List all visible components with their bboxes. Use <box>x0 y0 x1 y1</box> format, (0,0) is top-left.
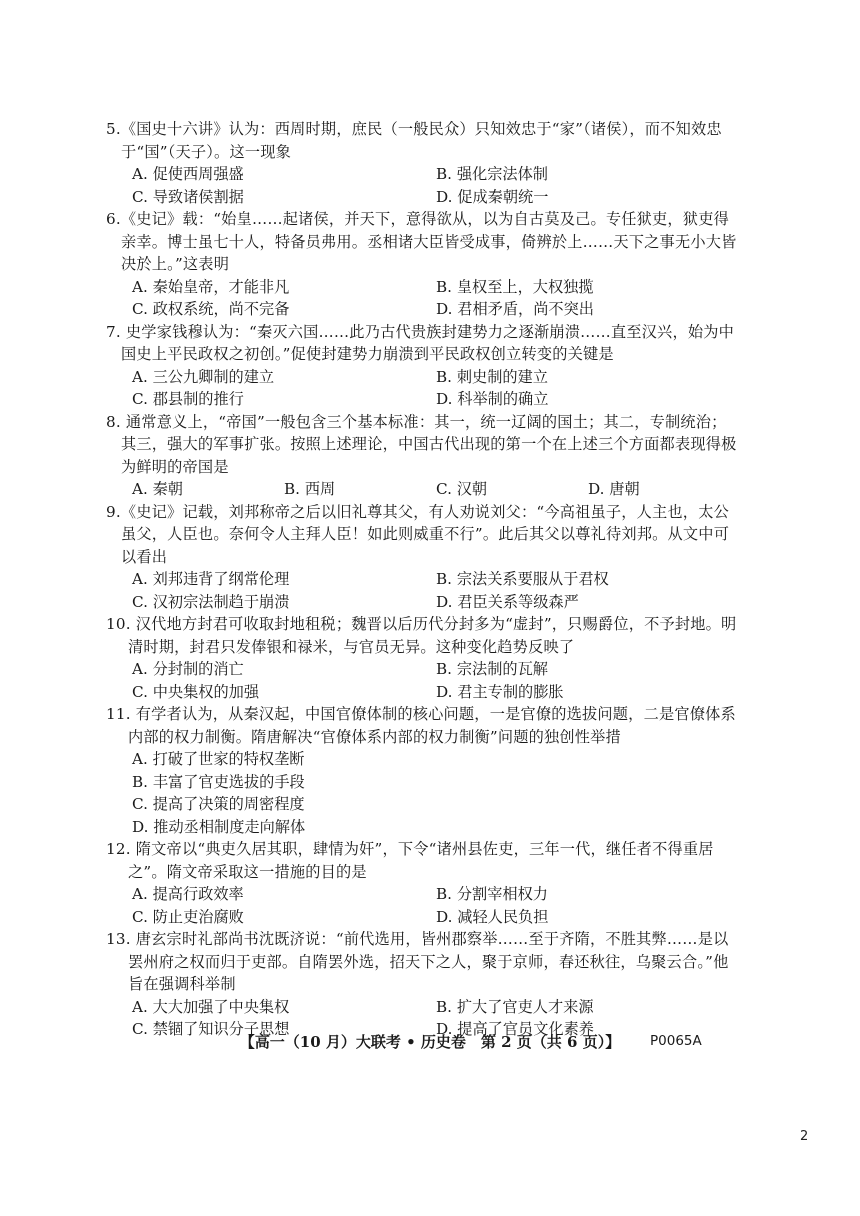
option-d: D. 唐朝 <box>588 480 640 498</box>
question-stem: 9.《史记》记载，刘邦称帝之后以旧礼尊其父，有人劝说刘父：“今高祖虽子，人主也，太公虽父，人臣也。奈何令人主拜人臣！如此则威重不行”。此后其父以尊礼待刘邦。从文中可以看出 <box>106 502 730 566</box>
option-a: A. 秦始皇帝，才能非凡 <box>132 277 290 296</box>
option-c: C. 汉初宗法制趋于崩溃 <box>132 592 290 611</box>
option-a: A. 分封制的消亡 <box>132 660 244 678</box>
question-stem: 5.《国史十六讲》认为：西周时期，庶民（一般民众）只知效忠于“家”（诸侯），而不知效忠于“国”（天子）。这一现象 <box>106 120 722 161</box>
option-list <box>106 163 740 208</box>
option-list <box>106 568 740 613</box>
option-d: D. 促成秦朝统一 <box>436 187 549 206</box>
question-stem: 13. 唐玄宗时礼部尚书沈既济说：“前代选用，皆州郡察举……至于齐隋，不胜其弊……是以罢州府之权而归于吏部。自隋罢外选，招天下之人，聚于京师，春还秋往，乌聚云合。”他旨在强调科举制 <box>106 930 729 993</box>
question-10 <box>106 613 740 703</box>
option-c: C. 导致诸侯割据 <box>132 187 244 206</box>
option-a: A. 打破了世家的特权垄断 <box>132 750 305 768</box>
option-d: D. 推动丞相制度走向解体 <box>132 817 306 836</box>
option-d: D. 提高了官员文化素养 <box>436 1020 594 1038</box>
question-stem: 8. 通常意义上，“帝国”一般包含三个基本标准：其一，统一辽阔的国土；其二，专制统治；其三，强大的军事扩张。按照上述理论，中国古代出现的第一个在上述三个方面都表现得极为鲜明的帝国是 <box>106 412 737 476</box>
page-number: 2 <box>800 1129 809 1144</box>
option-b: B. 西周 <box>284 480 336 498</box>
question-stem: 12. 隋文帝以“典吏久居其职，肆情为奸”，下令“诸州县佐吏，三年一代，继任者不得重居之”。隋文帝采取这一措施的目的是 <box>106 840 714 881</box>
option-c: C. 中央集权的加强 <box>132 682 260 701</box>
option-list <box>106 366 740 411</box>
option-d: D. 减轻人民负担 <box>436 907 549 926</box>
option-d: D. 科举制的确立 <box>436 390 549 408</box>
option-b: B. 皇权至上，大权独揽 <box>436 277 594 296</box>
option-d: D. 君臣关系等级森严 <box>436 592 579 611</box>
option-a: A. 大大加强了中央集权 <box>132 997 290 1016</box>
option-list <box>106 658 740 703</box>
question-7 <box>106 321 740 411</box>
question-stem: 11. 有学者认为，从秦汉起，中国官僚体制的核心问题，一是官僚的选拔问题，二是官僚体系内部的权力制衡。隋唐解决“官僚体系内部的权力制衡”问题的独创性举措 <box>106 705 736 746</box>
question-5 <box>106 118 740 208</box>
option-c: C. 提高了决策的周密程度 <box>132 795 305 813</box>
option-b: B. 宗法制的瓦解 <box>436 660 548 678</box>
question-11 <box>106 703 740 838</box>
option-a: A. 刘邦违背了纲常伦理 <box>132 570 290 588</box>
option-a: A. 三公九卿制的建立 <box>132 367 275 386</box>
exam-footer-title: 【高一（10 月）大联考 • 历史卷 第 2 页（共 6 页）】 <box>239 1033 621 1051</box>
option-a: A. 提高行政效率 <box>132 885 244 903</box>
option-a: A. 秦朝 <box>132 480 183 498</box>
option-a: A. 促使西周强盛 <box>132 165 244 183</box>
option-b: B. 扩大了官吏人才来源 <box>436 997 594 1016</box>
question-12 <box>106 838 740 928</box>
option-list <box>106 748 740 838</box>
question-9 <box>106 501 740 614</box>
question-stem: 10. 汉代地方封君可收取封地租税；魏晋以后历代分封多为“虚封”，只赐爵位，不予封地。明清时期，封君只发俸银和禄米，与官员无异。这种变化趋势反映了 <box>106 615 737 656</box>
question-stem: 6.《史记》载：“始皇……起诸侯，并天下，意得欲从，以为自古莫及己。专任狱吏，狱吏得亲幸。博士虽七十人，特备员弗用。丞相诸大臣皆受成事，倚辨於上……天下之事无小大皆决於上。”这表明 <box>106 210 737 273</box>
exam-code: P0065A <box>650 1033 702 1049</box>
option-list <box>106 276 740 321</box>
option-list <box>106 883 740 928</box>
option-b: B. 强化宗法体制 <box>436 165 548 183</box>
option-c: C. 政权系统，尚不完备 <box>132 300 290 318</box>
option-b: B. 分割宰相权力 <box>436 885 548 903</box>
option-b: B. 刺史制的建立 <box>436 367 548 386</box>
question-13 <box>106 928 740 1041</box>
option-c: C. 禁锢了知识分子思想 <box>132 1020 290 1038</box>
question-8 <box>106 411 740 501</box>
option-c: C. 防止吏治腐败 <box>132 907 244 926</box>
exam-content <box>106 118 740 1041</box>
option-b: B. 丰富了官吏选拔的手段 <box>132 772 305 791</box>
question-6 <box>106 208 740 321</box>
option-d: D. 君相矛盾，尚不突出 <box>436 300 594 318</box>
option-c: C. 汉朝 <box>436 480 488 498</box>
option-c: C. 郡县制的推行 <box>132 390 244 408</box>
option-b: B. 宗法关系要服从于君权 <box>436 570 609 588</box>
question-stem: 7. 史学家钱穆认为：“秦灭六国……此乃古代贵族封建势力之逐渐崩溃……直至汉兴，始为中国史上平民政权之初创。”促使封建势力崩溃到平民政权创立转变的关键是 <box>106 322 734 363</box>
option-list <box>106 478 740 501</box>
option-d: D. 君主专制的膨胀 <box>436 682 564 701</box>
